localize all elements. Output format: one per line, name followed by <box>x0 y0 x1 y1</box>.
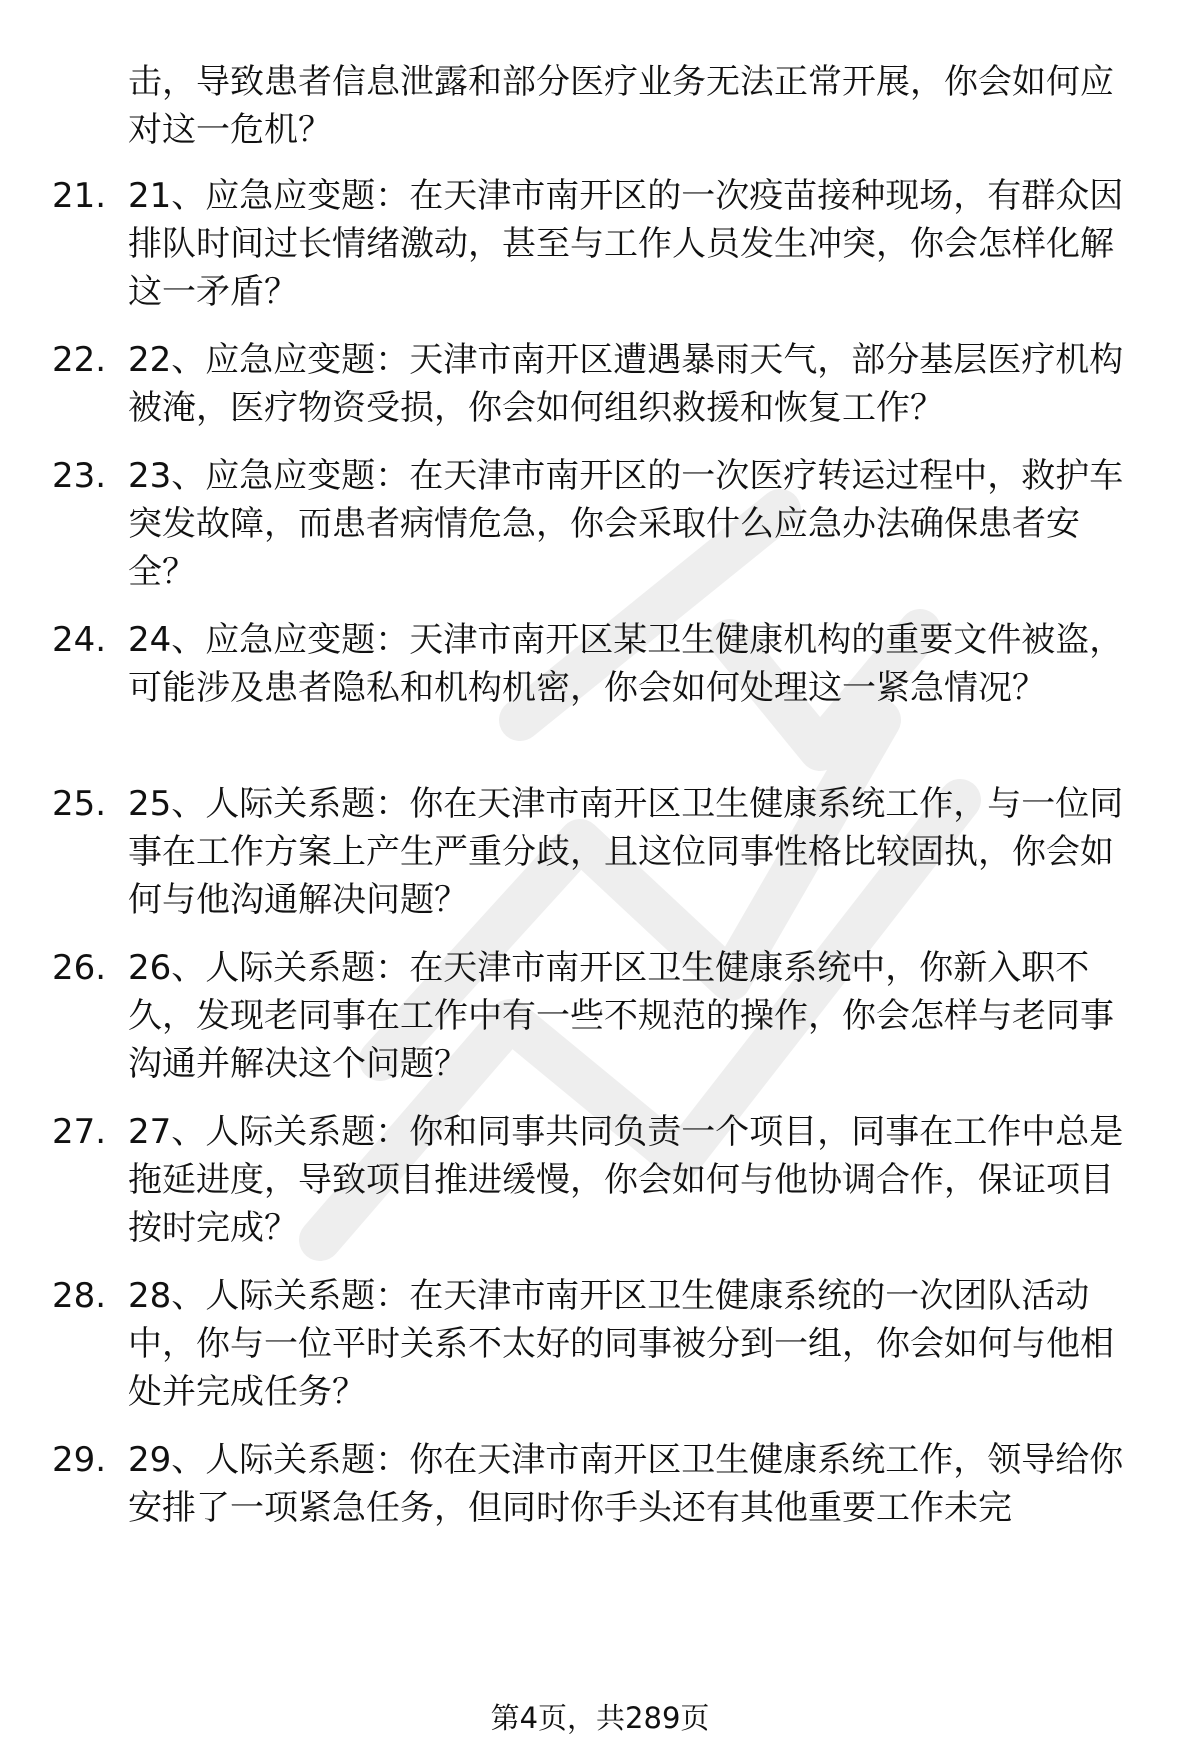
question-number: 25. <box>52 784 107 824</box>
question-number: 27. <box>52 1112 107 1152</box>
question-number: 23. <box>52 456 107 496</box>
question-number: 26. <box>52 948 107 988</box>
question-text: 27、人际关系题：你和同事共同负责一个项目，同事在工作中总是拖延进度，导致项目推进缓慢，你会如何与他协调合作，保证项目按时完成？ <box>128 1112 1124 1248</box>
question-text: 24、应急应变题：天津市南开区某卫生健康机构的重要文件被盗，可能涉及患者隐私和机构机密，你会如何处理这一紧急情况？ <box>128 620 1124 708</box>
question-number: 28. <box>52 1276 107 1316</box>
question-text: 29、人际关系题：你在天津市南开区卫生健康系统工作，领导给你安排了一项紧急任务，但同时你手头还有其他重要工作未完 <box>128 1440 1124 1528</box>
question-number: 22. <box>52 340 107 380</box>
question-text: 22、应急应变题：天津市南开区遭遇暴雨天气，部分基层医疗机构被淹，医疗物资受损，你会如何组织救援和恢复工作？ <box>128 340 1124 428</box>
question-text: 23、应急应变题：在天津市南开区的一次医疗转运过程中，救护车突发故障，而患者病情危急，你会采取什么应急办法确保患者安全？ <box>128 456 1124 592</box>
question-number: 24. <box>52 620 107 660</box>
question-number: 21. <box>52 176 107 216</box>
page-number-footer: 第4页，共289页 <box>490 1701 710 1735</box>
question-text: 25、人际关系题：你在天津市南开区卫生健康系统工作，与一位同事在工作方案上产生严重分歧，且这位同事性格比较固执，你会如何与他沟通解决问题？ <box>128 784 1124 920</box>
question-number: 29. <box>52 1440 107 1480</box>
question-text: 21、应急应变题：在天津市南开区的一次疫苗接种现场，有群众因排队时间过长情绪激动，甚至与工作人员发生冲突，你会怎样化解这一矛盾？ <box>128 176 1124 312</box>
question-text: 28、人际关系题：在天津市南开区卫生健康系统的一次团队活动中，你与一位平时关系不太好的同事被分到一组，你会如何与他相处并完成任务？ <box>128 1276 1114 1412</box>
continued-question-text: 击，导致患者信息泄露和部分医疗业务无法正常开展，你会如何应对这一危机？ <box>128 62 1114 150</box>
question-text: 26、人际关系题：在天津市南开区卫生健康系统中，你新入职不久，发现老同事在工作中有一些不规范的操作，你会怎样与老同事沟通并解决这个问题？ <box>128 948 1114 1084</box>
